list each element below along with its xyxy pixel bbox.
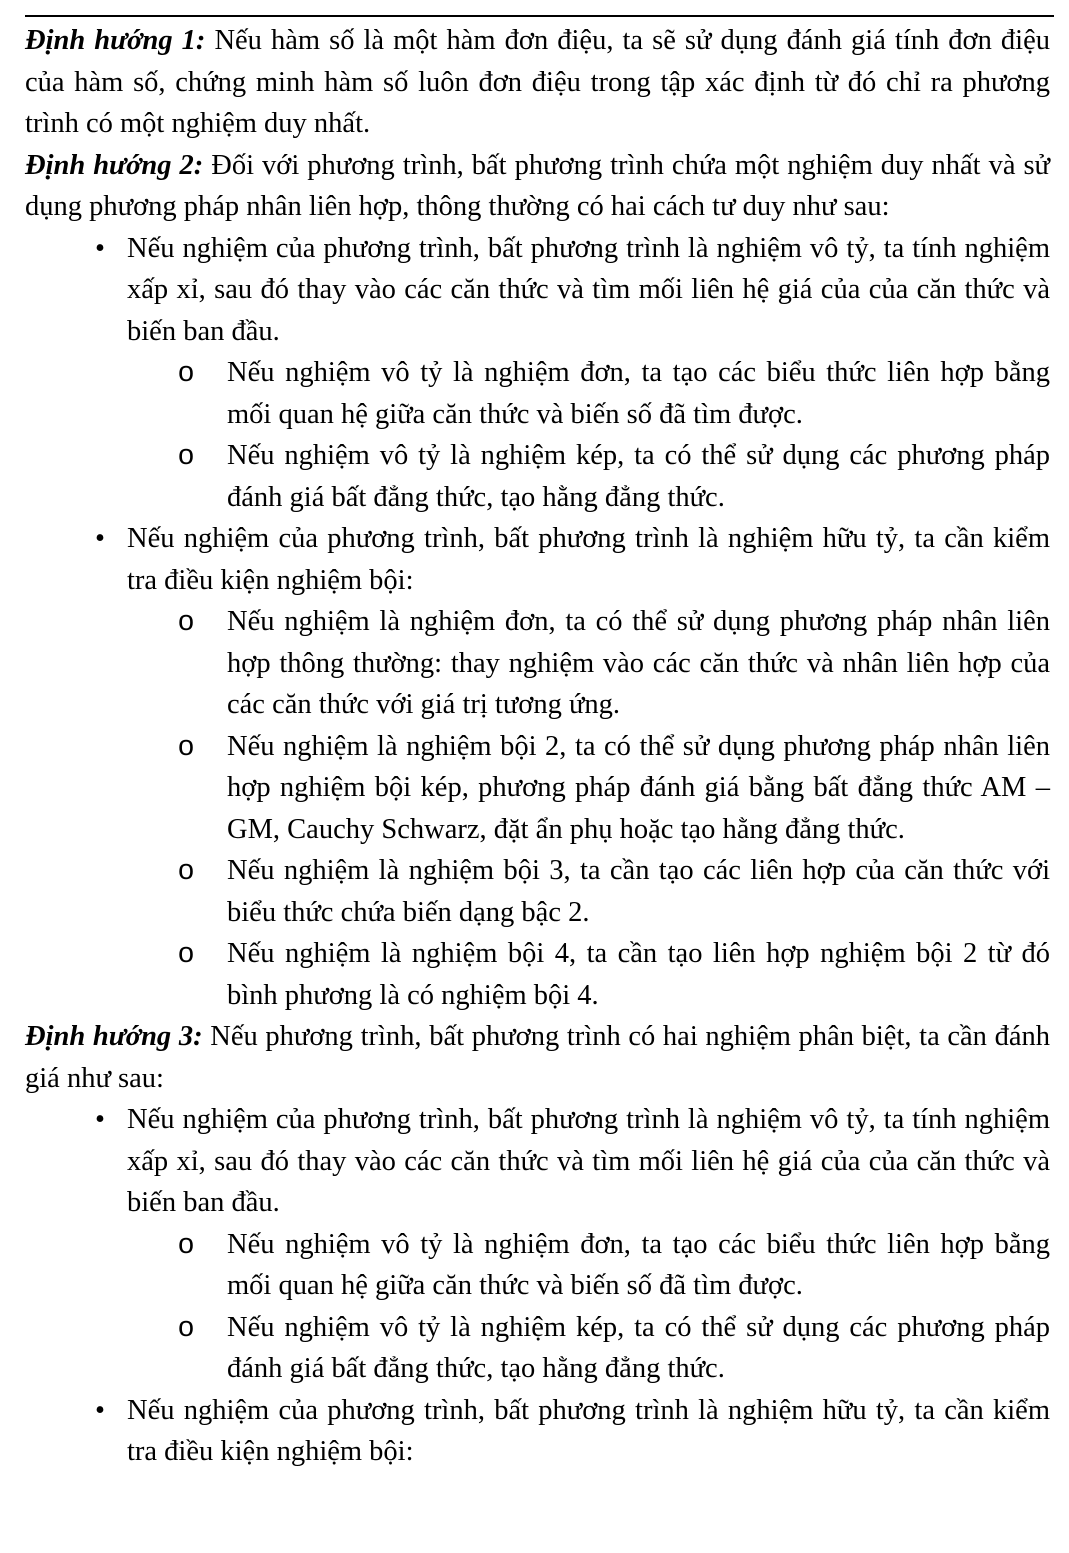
list-item-text: Nếu nghiệm của phương trình, bất phương trình là nghiệm vô tỷ, ta tính nghiệm xấp xỉ, sau đó thay vào các căn thức và tìm mối liên hệ giá của của căn thức và biến ban đầu. xyxy=(127,232,1050,347)
circle-bullet-icon: o xyxy=(178,937,194,969)
section-3-text: Nếu phương trình, bất phương trình có hai nghiệm phân biệt, ta cần đánh giá như sau: xyxy=(25,1021,1050,1094)
bullet-icon: • xyxy=(95,523,105,554)
list-item xyxy=(25,1390,1050,1473)
list-item-text: Nếu nghiệm của phương trình, bất phương trình là nghiệm vô tỷ, ta tính nghiệm xấp xỉ, sau đó thay vào các căn thức và tìm mối liên hệ giá của của căn thức và biến ban đầu. xyxy=(127,1104,1050,1218)
sublist-item xyxy=(25,601,1050,726)
bullet-icon: • xyxy=(95,1104,105,1135)
circle-bullet-icon: o xyxy=(178,729,194,762)
sublist-item-text: Nếu nghiệm là nghiệm đơn, ta có thể sử dụng phương pháp nhân liên hợp thông thường: thay nghiệm vào các căn thức và nhân liên hợp của các căn thức với giá trị tương ứng. xyxy=(227,606,1050,720)
section-3 xyxy=(25,1016,1050,1099)
section-1-heading: Định hướng 1: xyxy=(25,25,206,56)
list-item-text: Nếu nghiệm của phương trình, bất phương trình là nghiệm hữu tỷ, ta cần kiểm tra điều kiện nghiệm bội: xyxy=(127,523,1050,596)
circle-bullet-icon: o xyxy=(178,356,194,388)
list-item xyxy=(25,228,1050,519)
section-2-list xyxy=(25,228,1050,1017)
sublist xyxy=(127,601,1050,1016)
sublist-item-text: Nếu nghiệm là nghiệm bội 3, ta cần tạo các liên hợp của căn thức với biểu thức chứa biến dạng bậc 2. xyxy=(227,855,1050,928)
circle-bullet-icon: o xyxy=(178,854,194,886)
sublist-item xyxy=(25,1307,1050,1390)
circle-bullet-icon: o xyxy=(178,605,194,637)
section-2-text: Đối với phương trình, bất phương trình chứa một nghiệm duy nhất và sử dụng phương pháp nhân liên hợp, thông thường có hai cách tư duy như sau: xyxy=(25,149,1051,222)
sublist-item-text: Nếu nghiệm là nghiệm bội 2, ta có thể sử dụng phương pháp nhân liên hợp nghiệm bội kép, phương pháp đánh giá bằng bất đẳng thức AM – GM, Cauchy Schwarz, đặt ẩn phụ hoặc tạo hằng đẳng thức. xyxy=(227,730,1050,845)
sublist-item xyxy=(25,352,1050,435)
list-item xyxy=(25,1099,1050,1390)
circle-bullet-icon: o xyxy=(178,439,194,471)
section-1 xyxy=(25,20,1050,145)
list-item-text: Nếu nghiệm của phương trình, bất phương trình là nghiệm hữu tỷ, ta cần kiểm tra điều kiện nghiệm bội: xyxy=(127,1394,1050,1467)
bullet-icon: • xyxy=(95,1394,105,1426)
section-3-list xyxy=(25,1099,1050,1473)
sublist-item xyxy=(25,933,1050,1016)
section-2-heading: Định hướng 2: xyxy=(25,149,204,181)
section-3-heading: Định hướng 3: xyxy=(25,1021,203,1052)
bullet-icon: • xyxy=(95,232,105,264)
sublist-item-text: Nếu nghiệm là nghiệm bội 4, ta cần tạo liên hợp nghiệm bội 2 từ đó bình phương là có nghiệm bội 4. xyxy=(227,938,1050,1011)
section-1-text: Nếu hàm số là một hàm đơn điệu, ta sẽ sử dụng đánh giá tính đơn điệu của hàm số, chứng minh hàm số luôn đơn điệu trong tập xác định từ đó chỉ ra phương trình có một nghiệm duy nhất. xyxy=(25,25,1050,139)
sublist-item xyxy=(25,1224,1050,1307)
circle-bullet-icon: o xyxy=(178,1310,194,1343)
section-2 xyxy=(25,145,1050,228)
sublist-item xyxy=(25,850,1050,933)
sublist-item-text: Nếu nghiệm vô tỷ là nghiệm kép, ta có thể sử dụng các phương pháp đánh giá bất đẳng thức, tạo hằng đẳng thức. xyxy=(227,440,1050,513)
sublist-item-text: Nếu nghiệm vô tỷ là nghiệm đơn, ta tạo các biểu thức liên hợp bằng mối quan hệ giữa căn thức và biến số đã tìm được. xyxy=(227,1228,1050,1301)
sublist-item-text: Nếu nghiệm vô tỷ là nghiệm kép, ta có thể sử dụng các phương pháp đánh giá bất đẳng thức, tạo hằng đẳng thức. xyxy=(227,1311,1050,1384)
circle-bullet-icon: o xyxy=(178,1227,194,1260)
sublist xyxy=(127,352,1050,518)
sublist-item xyxy=(25,726,1050,851)
top-rule xyxy=(25,15,1054,17)
document-body xyxy=(25,20,1050,1473)
list-item xyxy=(25,518,1050,1016)
sublist xyxy=(127,1224,1050,1390)
sublist-item xyxy=(25,435,1050,518)
sublist-item-text: Nếu nghiệm vô tỷ là nghiệm đơn, ta tạo các biểu thức liên hợp bằng mối quan hệ giữa căn thức và biến số đã tìm được. xyxy=(227,357,1050,430)
